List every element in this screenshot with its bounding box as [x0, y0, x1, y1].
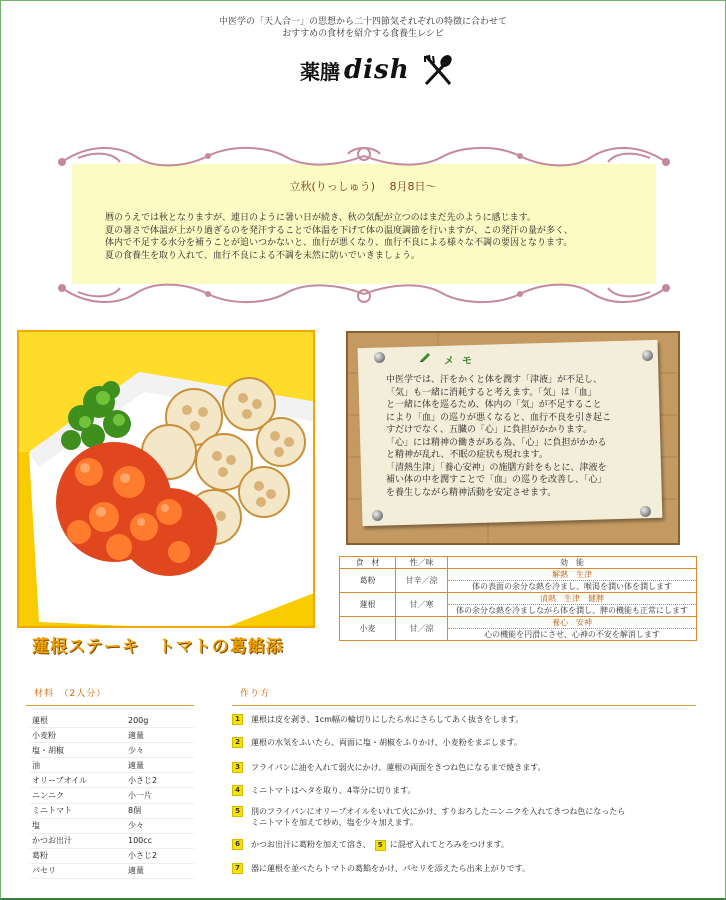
ingredient-qty: 8個: [128, 806, 142, 816]
memo-line: と精神が乱れ、不眠の症状も現れます。: [386, 450, 548, 460]
step-text: ミニトマトはヘタを取り、4等分に切ります。: [251, 786, 416, 795]
memo-line: 補い体の中を潤すことで「血」の巡りを改善し、「心」: [386, 475, 607, 485]
ingredient-qty: 適量: [128, 730, 144, 740]
memo-line: と一緒に体を巡るため、体内の「気」が不足すること: [386, 400, 602, 410]
ingredient-name: 油: [32, 760, 40, 770]
food-name: 葛粉: [340, 569, 396, 593]
step-text: 蓮根は皮を剥き、1cm幅の輪切りにしたら水にさらしてあく抜きをします。: [251, 715, 524, 724]
food-nature: 甘／寒: [396, 593, 448, 617]
ingredient-qty: 少々: [128, 745, 144, 755]
food-nature: 甘／涼: [396, 617, 448, 641]
step-item: [232, 762, 546, 773]
step-number-badge: 3: [232, 762, 243, 773]
dish-title: 蓮根ステーキ トマトの葛餡添: [32, 637, 284, 657]
step-text: 器に蓮根を並べたらトマトの葛餡をかけ、パセリを添えたら出来上がりです。: [251, 864, 531, 873]
pin-icon: [642, 350, 653, 361]
ingredient-name: 蓮根: [32, 715, 48, 725]
step-text-line: 別のフライパンにオリーブオイルをいれて火にかけ、すりおろしたニンニクを入れてきつね色になったら: [251, 807, 626, 816]
col-header-food: 食 材: [340, 557, 396, 569]
list-item: [30, 773, 194, 788]
food-properties-table: [339, 556, 697, 641]
ingredient-qty: 小一片: [128, 791, 152, 801]
memo-line: 「気」も一緒に消耗すると考えます。「気」は「血」: [386, 387, 597, 398]
site-logo: [300, 50, 456, 90]
ingredient-name: ニンニク: [32, 791, 64, 801]
pin-icon: [640, 506, 651, 517]
fork-spoon-icon: [420, 52, 456, 88]
list-item: [30, 864, 194, 879]
list-item: [30, 788, 194, 803]
steps-heading: 作り方: [240, 689, 271, 699]
food-effect: 解熱 生津: [448, 569, 697, 581]
step-item: [232, 863, 530, 874]
ingredient-name: かつお出汁: [32, 836, 72, 846]
step-item: [232, 714, 523, 725]
food-description: 体の余分な熱を冷ましながら体を潤し、脾の機能も正常にします: [448, 605, 697, 617]
memo-line: を養生しながら精神活動を安定させます。: [386, 487, 557, 498]
list-item: [30, 804, 194, 819]
food-name: 小麦: [340, 617, 396, 641]
pin-icon: [372, 510, 383, 521]
step-item: [232, 839, 509, 851]
food-description: 体の表面の余分な熱を冷まし、喉渇を潤い体を潤します: [448, 581, 697, 593]
list-item: [30, 728, 194, 743]
ornament-top: [58, 140, 670, 176]
table-row: [340, 617, 697, 629]
list-item: [30, 819, 194, 834]
logo-kanji: 薬膳: [300, 59, 340, 84]
list-item: [30, 834, 194, 849]
season-title: 立秋(りっしゅう) 8月8日～: [289, 180, 437, 193]
step-text-part: かつお出汁に葛粉を加えて溶き、: [251, 840, 371, 849]
step-text-line: ミニトマトを加えて炒め、塩を少々加えます。: [251, 818, 419, 827]
ingredient-qty: 200g: [128, 715, 149, 725]
memo-line: 「心」には精神の働きがある為、「心」に負担がかかる: [386, 437, 607, 448]
list-item: [30, 713, 194, 728]
season-line: 体内で不足する水分を補うことが追いつかないと、血行が悪くなり、血行不良による様々な不調の要因となります。: [105, 238, 573, 249]
ingredients-list: [30, 713, 194, 879]
table-row: [340, 569, 697, 581]
ingredient-name: オリーブオイル: [32, 775, 88, 785]
step-item: [232, 785, 415, 796]
ornament-bottom: [58, 274, 670, 310]
ingredients-heading: 材料 （2人分）: [34, 689, 107, 699]
food-name: 蓮根: [340, 593, 396, 617]
step-reference-badge: 5: [375, 840, 386, 851]
ingredient-qty: 小さじ2: [128, 851, 158, 861]
memo-text: [386, 374, 646, 499]
memo-heading: メモ: [444, 356, 480, 367]
table-header-row: [340, 557, 697, 569]
season-line: 夏の食養生を取り入れて、血行不良による不調を未然に防いでいきましょう。: [105, 250, 420, 261]
step-text-part: に混ぜ入れてとろみをつけます。: [389, 840, 510, 849]
season-line: 暦のうえでは秋となりますが、連日のように暑い日が続き、秋の気配が立つのはまだ先のように感じます。: [105, 213, 536, 223]
step-text: [251, 806, 625, 828]
ingredient-name: 葛粉: [32, 851, 48, 861]
ingredient-name: 塩: [32, 821, 40, 831]
col-header-nature: 性／味: [396, 557, 448, 569]
col-header-effect: 効 能: [448, 557, 697, 569]
pin-icon: [374, 352, 385, 363]
step-item: [232, 737, 522, 748]
list-item: [30, 849, 194, 864]
step-number-badge: 2: [232, 737, 243, 748]
ingredient-name: 塩・胡椒: [32, 745, 64, 755]
logo-dish: dish: [344, 55, 410, 85]
ingredient-qty: 100cc: [128, 836, 153, 846]
ingredient-name: 小麦粉: [32, 730, 56, 740]
ingredient-qty: 適量: [128, 866, 144, 876]
memo-line: すだけでなく、五臓の「心」に負担がかかります。: [386, 425, 593, 435]
table-row: [340, 593, 697, 605]
ingredient-qty: 少々: [128, 821, 144, 831]
step-number-badge: 1: [232, 714, 243, 725]
food-nature: 甘辛／涼: [396, 569, 448, 593]
food-effect: 清熱 生津 健脾: [448, 593, 697, 605]
step-number-badge: 4: [232, 785, 243, 796]
list-item: [30, 743, 194, 758]
step-number-badge: 5: [232, 806, 243, 817]
step-item: [232, 806, 625, 828]
season-line: 夏の暑さで体温が上がり過ぎるのを発汗することで体温を下げて体の温度調節を行いますが、この発汗の量が多く、: [105, 225, 573, 236]
dish-illustration: [19, 332, 315, 628]
step-text: フライパンに油を入れて弱火にかけ、蓮根の両面をきつね色になるまで焼きます。: [251, 763, 546, 772]
pencil-icon: [419, 350, 431, 362]
step-text: 蓮根の水気をふいたら、両面に塩・胡椒をふりかけ、小麦粉をまぶします。: [251, 738, 523, 747]
step-number-badge: 7: [232, 863, 243, 874]
food-description: 心の機能を円滑にさせ、心神の不安を解消します: [448, 629, 697, 641]
memo-line: 「清熱生津」「養心安神」の施膳方針をもとに、津液を: [386, 462, 607, 473]
ingredients-divider: [26, 705, 194, 706]
intro-text: [0, 16, 726, 40]
memo-line: 中医学では、汗をかくと体を潤す「津液」が不足し、: [386, 375, 603, 385]
ingredient-name: ミニトマト: [32, 806, 72, 816]
intro-line: おすすめの食材を紹介する食養生レシピ: [282, 29, 444, 39]
step-number-badge: 6: [232, 839, 243, 850]
ingredient-qty: 小さじ2: [128, 775, 158, 785]
memo-line: により「血」の巡りが悪くなると、血行不良を引き起こ: [386, 412, 612, 423]
ingredient-name: パセリ: [32, 866, 56, 876]
list-item: [30, 758, 194, 773]
dish-photo: [17, 330, 315, 628]
ingredient-qty: 適量: [128, 760, 144, 770]
step-text: [251, 839, 509, 851]
season-description: [105, 212, 645, 262]
steps-divider: [232, 705, 696, 706]
intro-line: 中医学の「天人合一」の思想から二十四節気それぞれの特徴に合わせて: [218, 17, 507, 27]
food-effect: 養心 安神: [448, 617, 697, 629]
